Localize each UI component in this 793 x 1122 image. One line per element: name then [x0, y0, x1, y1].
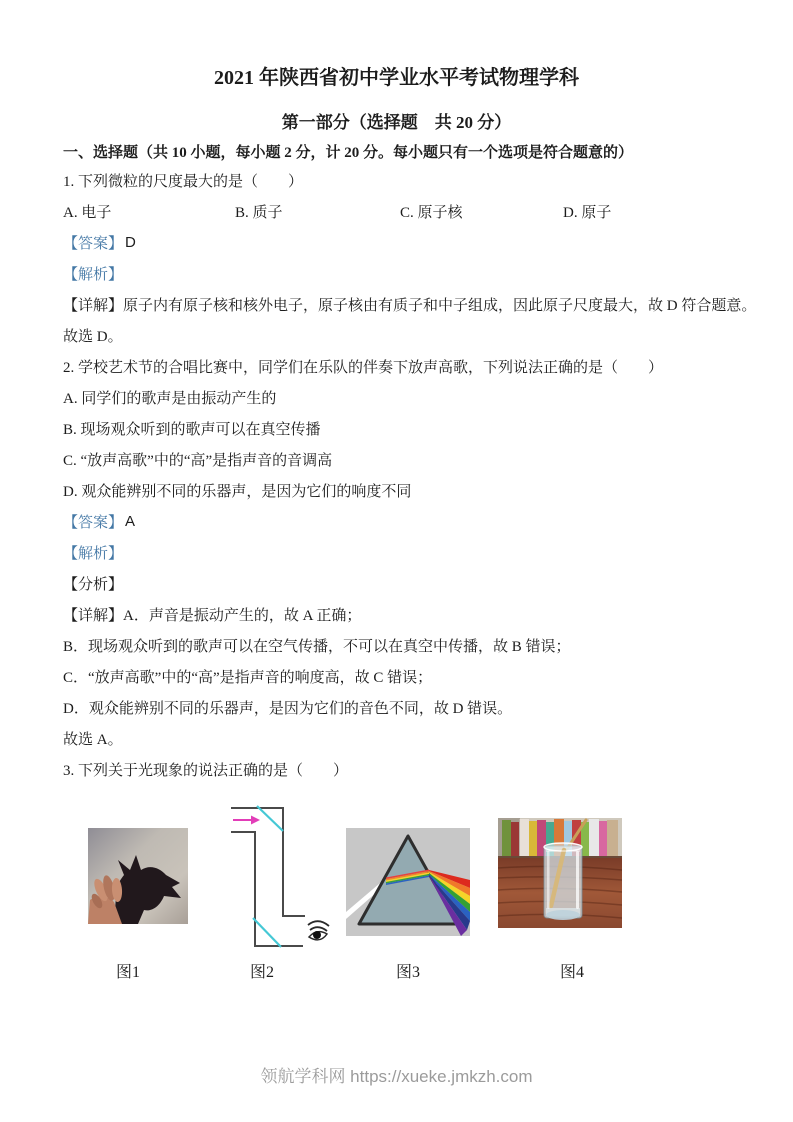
periscope-ray-diagram	[225, 798, 333, 950]
q2-answer-letter: A	[125, 513, 136, 530]
answer-tag: 【答案】	[63, 515, 124, 531]
q1-option-d: D. 原子	[563, 205, 612, 221]
hand-shadow-image	[88, 828, 188, 924]
q2-answer-line	[63, 506, 733, 537]
q2-option-b: B. 现场观众听到的歌声可以在真空传播	[63, 422, 321, 438]
detail-tag: 【详解】	[63, 608, 124, 624]
detail-tag: 【详解】	[63, 298, 124, 314]
periscope-inner-wall	[231, 832, 303, 946]
q2-option-c: C. “放声高歌”中的“高”是指声音的音调高	[63, 453, 333, 469]
bent-chopstick-image	[498, 818, 622, 928]
q2-detail-c: C．“放声高歌”中的“高”是指声音的响度高，故 C 错误；	[63, 670, 433, 686]
page-title: 2021 年陕西省初中学业水平考试物理学科	[214, 67, 579, 89]
q3-figures-row	[0, 790, 793, 960]
part-header: 第一部分（选择题 共 20 分）	[281, 113, 512, 132]
light-ray-arrow-head	[251, 816, 260, 825]
chopstick-glass-photo	[498, 818, 622, 928]
q2-breakdown-line	[63, 568, 733, 599]
figure1-caption: 图1	[115, 964, 140, 981]
q1-answer-line	[63, 227, 733, 258]
analysis-tag: 【解析】	[63, 267, 124, 283]
top-mirror	[257, 806, 283, 831]
q1-answer-letter: D	[125, 234, 136, 251]
q2-conclusion: 故选 A。	[63, 732, 123, 748]
q1-analysis-line	[63, 258, 733, 289]
q2-detail-a-text: A．声音是振动产生的，故 A 正确；	[123, 608, 362, 624]
q2-option-a: A. 同学们的歌声是由振动产生的	[63, 391, 277, 407]
figure4-caption: 图4	[559, 964, 584, 981]
bottom-mirror	[253, 918, 281, 947]
q1-option-a: A. 电子	[63, 205, 112, 221]
prism-dispersion-image	[346, 828, 470, 936]
hand-shadow-photo	[88, 828, 188, 924]
q2-analysis-line	[63, 537, 733, 568]
figure2-caption: 图2	[249, 964, 274, 981]
q2-detail-d: D．观众能辨别不同的乐器声，是因为它们的音色不同，故 D 错误。	[63, 701, 513, 717]
analysis-tag: 【解析】	[63, 546, 124, 562]
q2-option-d: D. 观众能辨别不同的乐器声，是因为它们的响度不同	[63, 484, 412, 500]
prism-photo	[346, 828, 470, 936]
q2-stem: 2. 学校艺术节的合唱比赛中，同学们在乐队的伴奏下放声高歌，下列说法正确的是（ ）	[63, 360, 664, 376]
q2-detail-b: B．现场观众听到的歌声可以在空气传播，不可以在真空中传播，故 B 错误；	[63, 639, 571, 655]
figure3-caption: 图3	[395, 964, 420, 981]
eye-icon	[308, 921, 329, 940]
q1-conclusion: 故选 D。	[63, 329, 123, 345]
q1-detail-text: 原子内有原子核和核外电子，原子核由有质子和中子组成，因此原子尺度最大，故 D 符合题意。	[123, 298, 757, 314]
periscope-diagram	[225, 798, 333, 950]
periscope-outer-wall	[231, 808, 305, 916]
breakdown-tag: 【分析】	[63, 577, 124, 593]
section-header: 一、选择题（共 10 小题，每小题 2 分，计 20 分。每小题只有一个选项是符合题意的）	[63, 145, 634, 161]
q1-options-row	[63, 196, 733, 227]
q1-detail-line	[63, 289, 757, 320]
water-glass	[544, 843, 582, 920]
site-watermark: 领航学科网 https://xueke.jmkzh.com	[260, 1067, 533, 1086]
question-content	[63, 165, 757, 785]
q1-stem: 1. 下列微粒的尺度最大的是（ ）	[63, 174, 304, 190]
q1-option-c: C. 原子核	[400, 205, 463, 221]
q3-stem: 3. 下列关于光现象的说法正确的是（ ）	[63, 763, 349, 779]
q2-detail-a	[63, 599, 733, 630]
q1-option-b: B. 质子	[235, 205, 283, 221]
answer-tag: 【答案】	[63, 236, 124, 252]
